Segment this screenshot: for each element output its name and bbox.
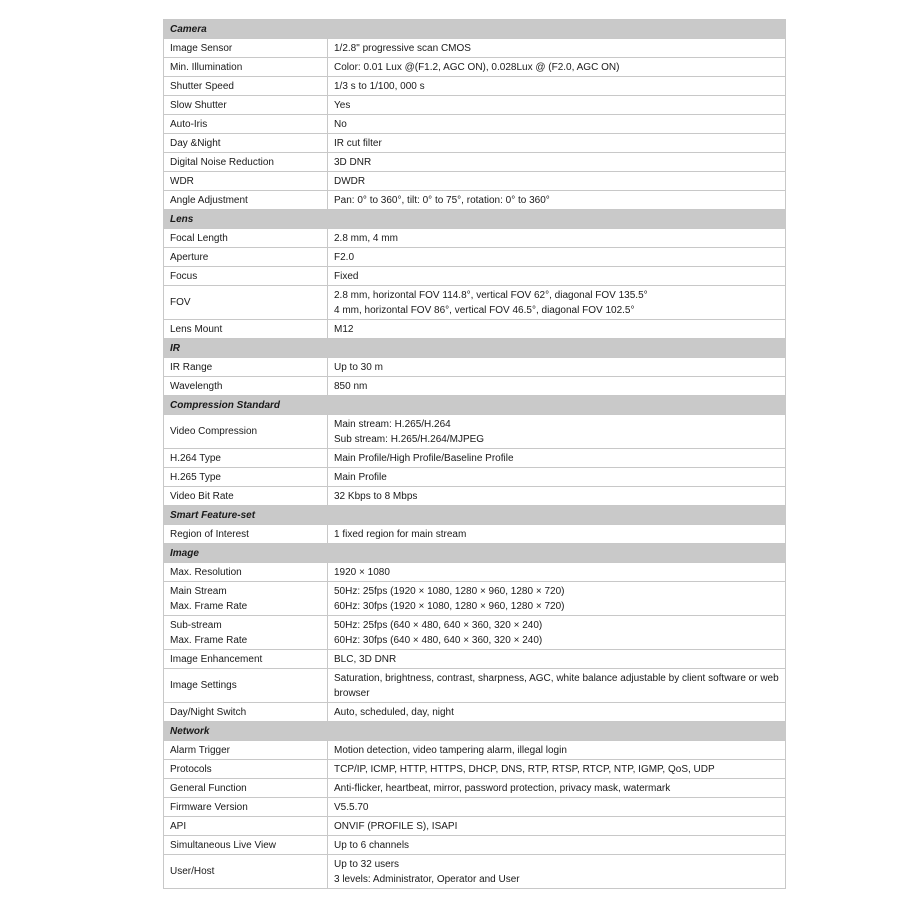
spec-label: General Function bbox=[164, 779, 328, 798]
spec-row bbox=[164, 153, 786, 172]
spec-row bbox=[164, 377, 786, 396]
spec-row bbox=[164, 58, 786, 77]
spec-row bbox=[164, 855, 786, 889]
spec-label: Max. Resolution bbox=[164, 563, 328, 582]
spec-value: Yes bbox=[328, 96, 786, 115]
spec-value: Auto, scheduled, day, night bbox=[328, 703, 786, 722]
spec-row bbox=[164, 39, 786, 58]
spec-value: 1/3 s to 1/100, 000 s bbox=[328, 77, 786, 96]
spec-label: Region of Interest bbox=[164, 525, 328, 544]
spec-row bbox=[164, 415, 786, 449]
spec-value: Motion detection, video tampering alarm, illegal login bbox=[328, 741, 786, 760]
spec-row bbox=[164, 267, 786, 286]
spec-value: TCP/IP, ICMP, HTTP, HTTPS, DHCP, DNS, RTP, RTSP, RTCP, NTP, IGMP, QoS, UDP bbox=[328, 760, 786, 779]
spec-row bbox=[164, 115, 786, 134]
spec-label: Protocols bbox=[164, 760, 328, 779]
spec-label-line: Main Stream bbox=[170, 585, 227, 597]
spec-row bbox=[164, 449, 786, 468]
spec-label: Alarm Trigger bbox=[164, 741, 328, 760]
spec-label: IR Range bbox=[164, 358, 328, 377]
section-title: Camera bbox=[164, 20, 786, 39]
spec-label-line: Sub-stream bbox=[170, 619, 222, 631]
spec-row bbox=[164, 96, 786, 115]
spec-row bbox=[164, 77, 786, 96]
spec-value: 1/2.8" progressive scan CMOS bbox=[328, 39, 786, 58]
spec-value: Anti-flicker, heartbeat, mirror, password protection, privacy mask, watermark bbox=[328, 779, 786, 798]
spec-label-line: Max. Frame Rate bbox=[170, 600, 248, 612]
spec-value-line: Sub stream: H.265/H.264/MJPEG bbox=[334, 433, 485, 445]
spec-value bbox=[328, 582, 786, 616]
spec-label: Auto-Iris bbox=[164, 115, 328, 134]
section-title: IR bbox=[164, 339, 786, 358]
spec-label: Firmware Version bbox=[164, 798, 328, 817]
spec-label: Video Compression bbox=[164, 415, 328, 449]
spec-value: M12 bbox=[328, 320, 786, 339]
spec-label: Wavelength bbox=[164, 377, 328, 396]
spec-value: 32 Kbps to 8 Mbps bbox=[328, 487, 786, 506]
spec-label: Video Bit Rate bbox=[164, 487, 328, 506]
spec-value: 850 nm bbox=[328, 377, 786, 396]
spec-label-line: Max. Frame Rate bbox=[170, 634, 248, 646]
spec-value: ONVIF (PROFILE S), ISAPI bbox=[328, 817, 786, 836]
spec-value: IR cut filter bbox=[328, 134, 786, 153]
spec-row bbox=[164, 358, 786, 377]
spec-value: Up to 6 channels bbox=[328, 836, 786, 855]
spec-value bbox=[328, 415, 786, 449]
spec-row bbox=[164, 650, 786, 669]
spec-value: Main Profile bbox=[328, 468, 786, 487]
spec-label: Shutter Speed bbox=[164, 77, 328, 96]
spec-label: Simultaneous Live View bbox=[164, 836, 328, 855]
spec-row bbox=[164, 563, 786, 582]
spec-row bbox=[164, 779, 786, 798]
spec-label: Focal Length bbox=[164, 229, 328, 248]
section-title: Lens bbox=[164, 210, 786, 229]
spec-row bbox=[164, 616, 786, 650]
spec-value: Fixed bbox=[328, 267, 786, 286]
spec-row bbox=[164, 669, 786, 703]
spec-row bbox=[164, 703, 786, 722]
spec-label bbox=[164, 582, 328, 616]
spec-row bbox=[164, 487, 786, 506]
spec-label: Lens Mount bbox=[164, 320, 328, 339]
spec-label: Angle Adjustment bbox=[164, 191, 328, 210]
spec-row bbox=[164, 134, 786, 153]
spec-value-line: 3 levels: Administrator, Operator and User bbox=[334, 873, 520, 885]
spec-value: DWDR bbox=[328, 172, 786, 191]
section-header-row bbox=[164, 210, 786, 229]
spec-value-line: Main stream: H.265/H.264 bbox=[334, 418, 451, 430]
section-header-row bbox=[164, 396, 786, 415]
spec-label: Focus bbox=[164, 267, 328, 286]
spec-label: H.265 Type bbox=[164, 468, 328, 487]
section-title: Network bbox=[164, 722, 786, 741]
spec-row bbox=[164, 798, 786, 817]
spec-value: F2.0 bbox=[328, 248, 786, 267]
spec-value-line: Up to 32 users bbox=[334, 858, 400, 870]
spec-value bbox=[328, 286, 786, 320]
spec-value: 1 fixed region for main stream bbox=[328, 525, 786, 544]
spec-label: Digital Noise Reduction bbox=[164, 153, 328, 172]
spec-row bbox=[164, 286, 786, 320]
spec-label: Day &Night bbox=[164, 134, 328, 153]
spec-value: No bbox=[328, 115, 786, 134]
spec-label bbox=[164, 616, 328, 650]
section-header-row bbox=[164, 722, 786, 741]
section-header-row bbox=[164, 544, 786, 563]
spec-row bbox=[164, 248, 786, 267]
spec-value: Color: 0.01 Lux @(F1.2, AGC ON), 0.028Lux @ (F2.0, AGC ON) bbox=[328, 58, 786, 77]
spec-row bbox=[164, 836, 786, 855]
spec-row bbox=[164, 172, 786, 191]
spec-row bbox=[164, 582, 786, 616]
spec-label: API bbox=[164, 817, 328, 836]
spec-value-line: 60Hz: 30fps (640 × 480, 640 × 360, 320 × 240) bbox=[334, 634, 543, 646]
spec-value-line: 4 mm, horizontal FOV 86°, vertical FOV 46.5°, diagonal FOV 102.5° bbox=[334, 304, 635, 316]
spec-value bbox=[328, 855, 786, 889]
spec-value: V5.5.70 bbox=[328, 798, 786, 817]
section-title: Compression Standard bbox=[164, 396, 786, 415]
spec-row bbox=[164, 741, 786, 760]
spec-value: 2.8 mm, 4 mm bbox=[328, 229, 786, 248]
section-title: Image bbox=[164, 544, 786, 563]
spec-label: User/Host bbox=[164, 855, 328, 889]
spec-label: Image Settings bbox=[164, 669, 328, 703]
spec-row bbox=[164, 191, 786, 210]
spec-table-body bbox=[164, 20, 786, 889]
spec-row bbox=[164, 229, 786, 248]
spec-label: WDR bbox=[164, 172, 328, 191]
spec-row bbox=[164, 525, 786, 544]
spec-value-line: 60Hz: 30fps (1920 × 1080, 1280 × 960, 1280 × 720) bbox=[334, 600, 565, 612]
spec-value: BLC, 3D DNR bbox=[328, 650, 786, 669]
section-header-row bbox=[164, 20, 786, 39]
spec-row bbox=[164, 760, 786, 779]
spec-row bbox=[164, 468, 786, 487]
spec-value: Saturation, brightness, contrast, sharpness, AGC, white balance adjustable by client software or web browser bbox=[328, 669, 786, 703]
spec-table bbox=[163, 19, 786, 889]
spec-value-line: 50Hz: 25fps (640 × 480, 640 × 360, 320 × 240) bbox=[334, 619, 543, 631]
section-header-row bbox=[164, 339, 786, 358]
spec-value bbox=[328, 616, 786, 650]
spec-label: H.264 Type bbox=[164, 449, 328, 468]
spec-value: Main Profile/High Profile/Baseline Profile bbox=[328, 449, 786, 468]
spec-value-line: 50Hz: 25fps (1920 × 1080, 1280 × 960, 1280 × 720) bbox=[334, 585, 565, 597]
spec-label: Day/Night Switch bbox=[164, 703, 328, 722]
section-header-row bbox=[164, 506, 786, 525]
spec-value: Up to 30 m bbox=[328, 358, 786, 377]
spec-value-line: 2.8 mm, horizontal FOV 114.8°, vertical FOV 62°, diagonal FOV 135.5° bbox=[334, 289, 648, 301]
spec-label: Slow Shutter bbox=[164, 96, 328, 115]
section-title: Smart Feature-set bbox=[164, 506, 786, 525]
spec-value: 1920 × 1080 bbox=[328, 563, 786, 582]
spec-label: Image Enhancement bbox=[164, 650, 328, 669]
spec-label: Image Sensor bbox=[164, 39, 328, 58]
spec-row bbox=[164, 320, 786, 339]
spec-value: 3D DNR bbox=[328, 153, 786, 172]
spec-value: Pan: 0° to 360°, tilt: 0° to 75°, rotation: 0° to 360° bbox=[328, 191, 786, 210]
spec-label: FOV bbox=[164, 286, 328, 320]
spec-label: Min. Illumination bbox=[164, 58, 328, 77]
spec-row bbox=[164, 817, 786, 836]
spec-label: Aperture bbox=[164, 248, 328, 267]
